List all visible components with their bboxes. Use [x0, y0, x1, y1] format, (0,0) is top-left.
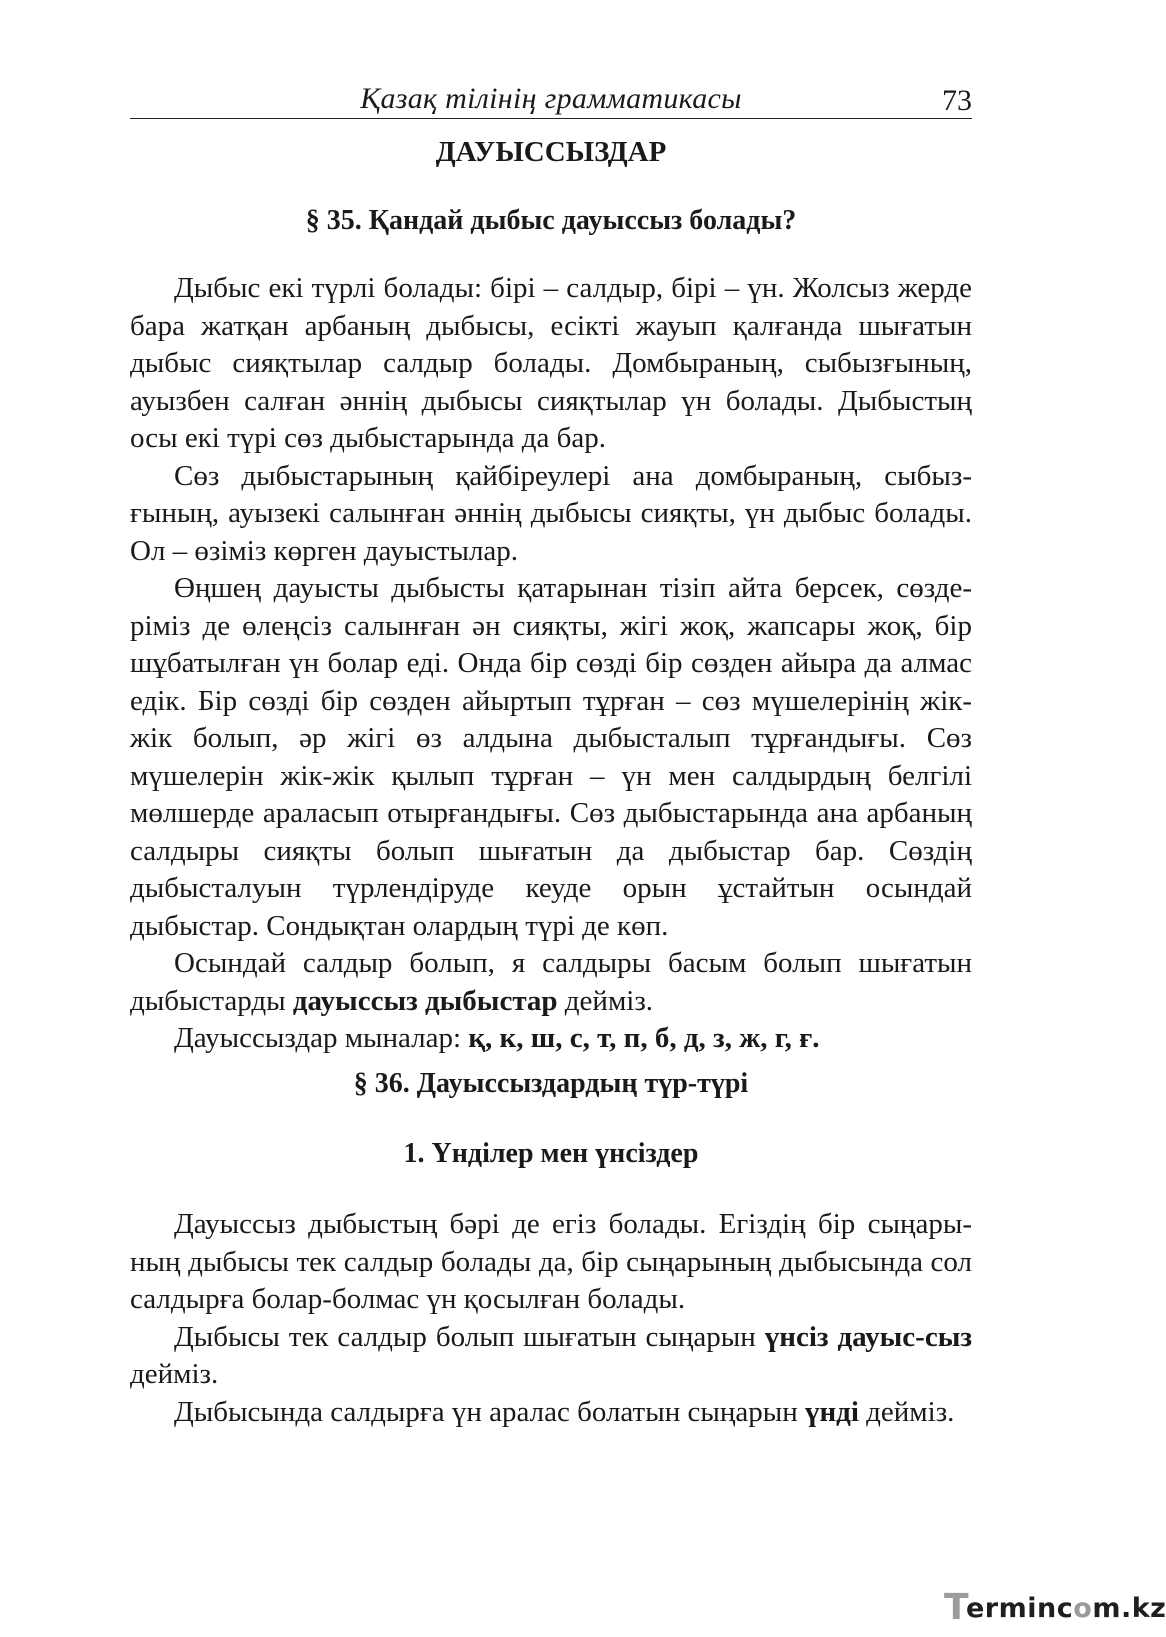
section-35-body: [130, 270, 972, 1058]
text-run: дейміз.: [858, 1395, 955, 1428]
bold-letter-list: қ, к, ш, с, т, п, б, д, з, ж, г, ғ.: [468, 1022, 820, 1054]
running-header: [130, 78, 972, 119]
text-run: дейміз.: [557, 984, 654, 1017]
paragraph: Өңшең дауысты дыбысты қатарынан тізіп айта берсек, сөзде-ріміз де өлеңсіз салынған ән сияқты, жігі жоқ, жапсары жоқ, бір шұбатылған үн болар еді. Онда бір сөзді бір сөзден айыра да алмас едік. Бір сөзді бір сөзден айыртып тұрған – сөз мүшелерінің жік-жік болып, әр жігі өз алдына дыбысталып тұрғандығы. Сөз мүшелерін жік-жік қылып тұрған – үн мен салдырдың белгілі мөлшерде араласып отырғандығы. Сөз дыбыстарында ана арбаның салдыры сияқты болып шығатын да дыбыстар бар. Сөздің дыбысталуын түрлендіруде кеуде орын ұстайтын осындай дыбыстар. Сондықтан олардың түрі де көп.: [130, 572, 972, 942]
watermark-text: [966, 1594, 1166, 1624]
paragraph: [130, 1020, 972, 1058]
chapter-title: ДАУЫССЫЗДАР: [435, 136, 667, 168]
paragraph: [130, 945, 972, 1020]
bold-term: үнсіз дауыс-сыз: [764, 1320, 973, 1353]
text-run: Дыбысында салдырға үн аралас болатын сыңарын: [174, 1395, 805, 1428]
paragraph: [130, 1319, 972, 1394]
section-35-title: § 35. Қандай дыбыс дауыссыз болады?: [305, 205, 797, 236]
paragraph: Сөз дыбыстарының қайбіреулері ана домбыраның, сыбыз-ғының, ауызекі салынған әннің дыбысы сияқты, үн дыбыс болады. Ол – өзіміз көрген дауыстылар.: [130, 459, 972, 567]
text-run: Дыбысы тек салдыр болып шығатын сыңарын: [174, 1320, 765, 1353]
text-run: Дауыссыздар мыналар:: [174, 1022, 469, 1054]
text-run: дейміз.: [130, 1358, 219, 1390]
section-36-title: § 36. Дауыссыздардың түр-түрі: [353, 1068, 749, 1099]
page-number: 73: [942, 84, 972, 117]
running-title: Қазақ тілінің грамматикасы: [360, 82, 742, 115]
bold-term: дауыссыз дыбыстар: [292, 984, 558, 1017]
section-36-subtitle: 1. Үнділер мен үнсіздер: [403, 1138, 699, 1169]
watermark-text-part: erminc: [966, 1593, 1074, 1624]
watermark-letter-t: T: [944, 1587, 969, 1628]
bold-term: үнді: [804, 1395, 859, 1428]
section-36-body: [130, 1206, 972, 1431]
watermark-o-glyph: o: [1073, 1593, 1093, 1624]
paragraph: Дауыссыз дыбыстың бәрі де егіз болады. Егіздің бір сыңары-ның дыбысы тек салдыр болады да, бір сыңарының дыбысында сол салдырға болар-болмас үн қосылған болады.: [130, 1208, 972, 1315]
paragraph: Дыбыс екі түрлі болады: бірі – салдыр, бірі – үн. Жолсыз жерде бара жатқан арбаның дыбысы, есікті жауып қалғанда шығатын дыбыс сияқтылар салдыр болады. Домбыраның, сыбызғының, ауызбен салған әннің дыбысы сияқтылар үн болады. Дыбыстың осы екі түрі сөз дыбыстарында да бар.: [130, 272, 972, 454]
watermark-text-part: m.kz: [1092, 1593, 1166, 1624]
site-watermark-logo: [944, 1587, 1166, 1628]
paragraph: [130, 1394, 972, 1432]
text-run: Осындай салдыр болып, я салдыры басым болып шығатын дыбыстарды: [130, 947, 972, 1017]
